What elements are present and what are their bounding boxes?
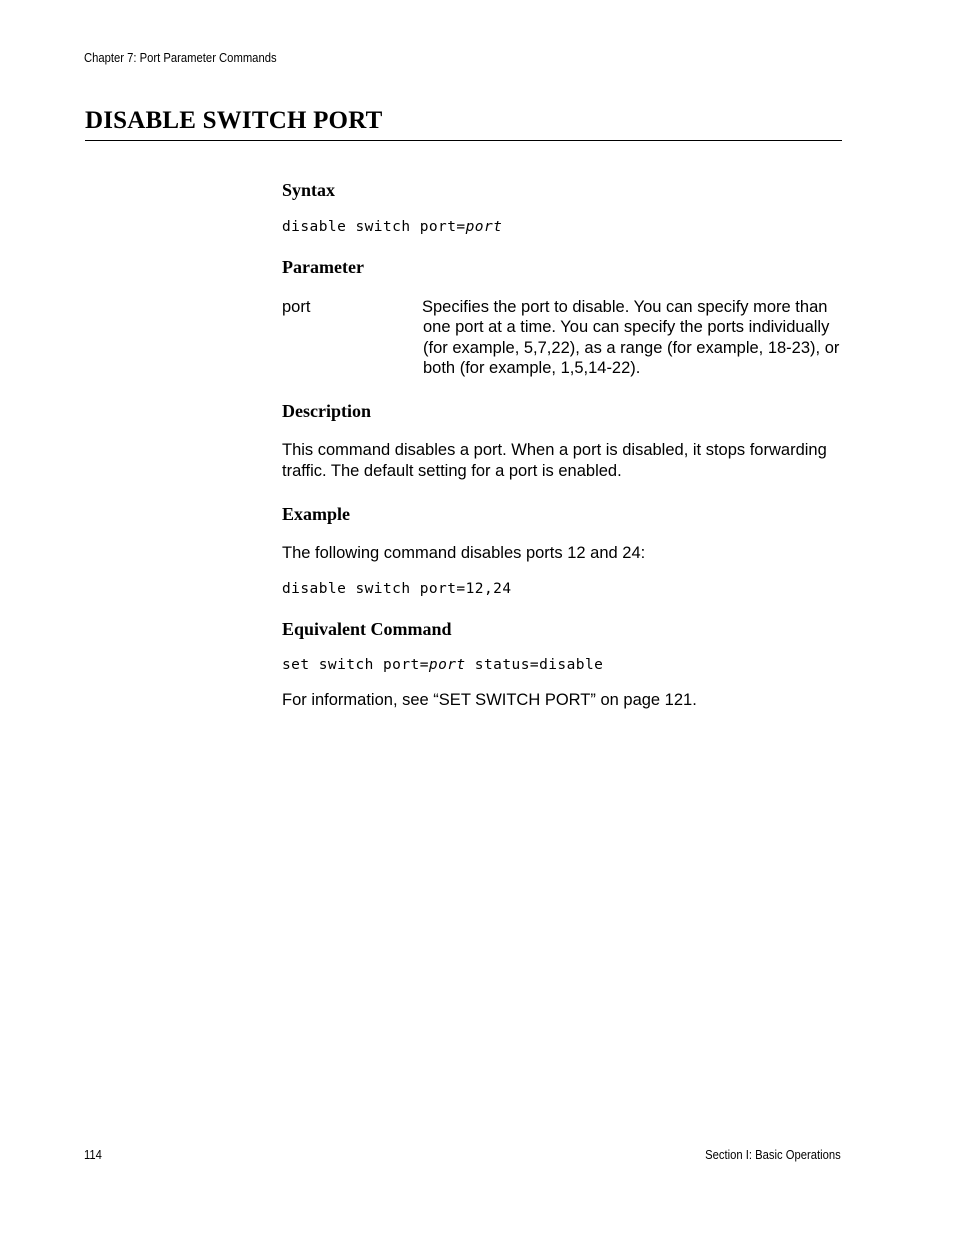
equivalent-command-heading: Equivalent Command — [282, 619, 452, 639]
description-heading: Description — [282, 401, 371, 421]
example-heading: Example — [282, 504, 351, 524]
running-footer-section: Section I: Basic Operations — [705, 1148, 841, 1162]
equivalent-reference-text: For information, see “SET SWITCH PORT” on page 121. — [282, 691, 697, 709]
equivalent-command-suffix: status=disable — [465, 657, 604, 673]
running-header: Chapter 7: Port Parameter Commands — [84, 51, 277, 65]
parameter-heading: Parameter — [282, 257, 364, 277]
parameter-description: Specifies the port to disable. You can specify more than one port at a time. You can specify the ports individually (for example, 5,7,22), as a range (for example, 18-23), or both (for example, 1,5,14-22). — [422, 298, 840, 377]
page-title: DISABLE SWITCH PORT — [85, 107, 383, 134]
syntax-command — [282, 219, 502, 235]
parameter-name: port — [282, 298, 311, 316]
example-command: disable switch port=12,24 — [282, 581, 512, 597]
example-text: The following command disables ports 12 and 24: — [282, 544, 646, 562]
syntax-command-prefix: disable switch port= — [282, 219, 466, 235]
page-number: 114 — [84, 1148, 102, 1162]
title-rule — [85, 140, 842, 141]
equivalent-command-prefix: set switch port= — [282, 657, 429, 673]
syntax-heading: Syntax — [282, 180, 336, 200]
syntax-command-variable: port — [465, 219, 503, 235]
equivalent-command-variable: port — [428, 657, 466, 673]
description-text: This command disables a port. When a port is disabled, it stops forwarding traffic. The default setting for a port is enabled. — [282, 441, 827, 480]
equivalent-command — [282, 657, 603, 673]
